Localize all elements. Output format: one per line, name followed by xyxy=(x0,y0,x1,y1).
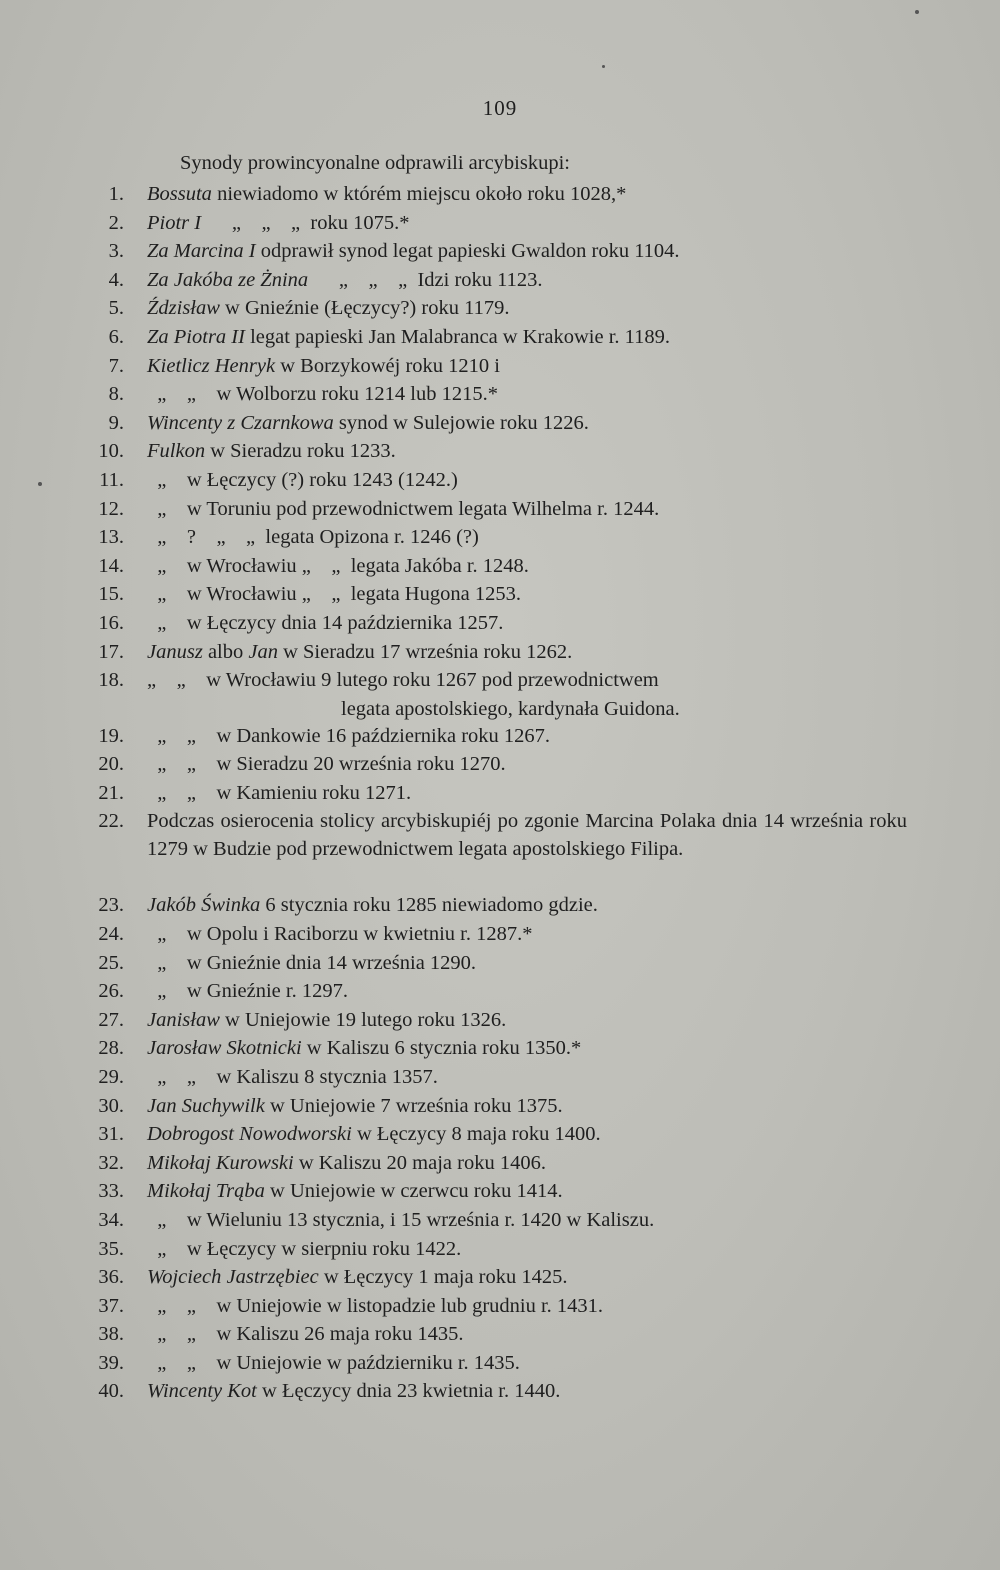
entry-text xyxy=(147,779,907,808)
list-item xyxy=(0,779,1000,808)
entry-number: 9. xyxy=(108,411,124,434)
entry-number: 26. xyxy=(98,980,124,1003)
archbishop-name: Piotr I xyxy=(147,211,202,234)
entry-detail: w Borzykowéj roku 1210 i xyxy=(275,354,500,377)
entry-number: 23. xyxy=(98,894,124,917)
entry-number: 20. xyxy=(98,753,124,776)
list-item xyxy=(0,1263,1000,1292)
list-item xyxy=(0,266,1000,295)
archbishop-name: Za Marcina I xyxy=(147,240,256,263)
entry-text xyxy=(147,323,907,352)
entry-number: 21. xyxy=(98,781,124,804)
list-item xyxy=(0,180,1000,209)
entry-number: 27. xyxy=(98,1008,124,1031)
archbishop-name: Bossuta xyxy=(147,183,212,205)
entry-text xyxy=(147,294,907,323)
entry-detail: „ w Łęczycy w sierpniu roku 1422. xyxy=(157,1237,462,1260)
archbishop-alt-name: Jan xyxy=(248,640,278,663)
entry-detail: „ „ w Kaliszu 26 maja roku 1435. xyxy=(157,1323,464,1346)
list-item xyxy=(0,237,1000,266)
entry-detail: „ w Wrocławiu „ „ legata Hugona 1253. xyxy=(157,583,521,606)
entry-number: 17. xyxy=(98,640,124,663)
entry-text xyxy=(147,1006,907,1035)
entry-text xyxy=(147,750,907,779)
list-item xyxy=(0,891,1000,920)
entry-number: 1. xyxy=(108,183,124,205)
entry-detail: 6 stycznia roku 1285 niewiadomo gdzie. xyxy=(260,894,598,917)
entry-detail: „ w Łęczycy dnia 14 października 1257. xyxy=(157,611,504,634)
entry-detail: w Kaliszu 6 stycznia roku 1350.* xyxy=(301,1037,582,1060)
archbishop-name: Jan Suchywilk xyxy=(147,1094,265,1117)
list-item xyxy=(0,209,1000,238)
entry-text xyxy=(147,1292,907,1321)
entry-number: 40. xyxy=(98,1380,124,1403)
entry-detail: „ w Wieluniu 13 stycznia, i 15 września r. 1420 w Kaliszu. xyxy=(157,1208,655,1231)
entry-detail: „ „ w Uniejowie w październiku r. 1435. xyxy=(157,1351,520,1374)
entry-number: 13. xyxy=(98,526,124,549)
entry-number: 4. xyxy=(108,268,124,291)
entry-number: 24. xyxy=(98,922,124,945)
entry-text xyxy=(147,1206,907,1235)
list-item xyxy=(0,523,1000,552)
entry-text xyxy=(147,437,907,466)
list-item xyxy=(0,1320,1000,1349)
entry-number: 8. xyxy=(108,383,124,406)
entry-number: 31. xyxy=(98,1123,124,1146)
archbishop-name: Wojciech Jastrzębiec xyxy=(147,1266,319,1289)
entry-number: 30. xyxy=(98,1094,124,1117)
entry-number: 12. xyxy=(98,497,124,520)
list-item xyxy=(0,1006,1000,1035)
entry-detail: w Gnieźnie (Łęczycy?) roku 1179. xyxy=(219,297,510,320)
entry-number: 34. xyxy=(98,1208,124,1231)
entry-text xyxy=(147,1177,907,1206)
entry-detail: „ „ „ Idzi roku 1123. xyxy=(338,268,543,291)
list-item xyxy=(0,722,1000,751)
list-item xyxy=(0,495,1000,524)
archbishop-name: Mikołaj Kurowski xyxy=(147,1151,294,1174)
archbishop-name: Ździsław xyxy=(147,297,220,320)
entry-detail: „ w Gnieźnie dnia 14 września 1290. xyxy=(157,951,477,974)
entry-number: 28. xyxy=(98,1037,124,1060)
archbishop-name: Jarosław Skotnicki xyxy=(147,1037,302,1060)
entry-text xyxy=(147,352,907,381)
list-item xyxy=(0,437,1000,466)
entry-text xyxy=(147,609,907,638)
list-item xyxy=(0,552,1000,581)
entry-detail: „ „ w Wrocławiu 9 lutego roku 1267 pod przewodnictwem xyxy=(147,669,659,692)
archbishop-name: Dobrogost Nowodworski xyxy=(147,1123,352,1146)
entry-number: 15. xyxy=(98,583,124,606)
entry-text xyxy=(147,1034,907,1063)
entry-detail-cont: w Sieradzu 17 września roku 1262. xyxy=(277,640,573,663)
list-item xyxy=(0,294,1000,323)
entry-text xyxy=(147,495,907,524)
entry-number: 19. xyxy=(98,724,124,747)
entry-text xyxy=(147,1263,907,1292)
entry-text xyxy=(147,891,907,920)
archbishop-name: Wincenty z Czarnkowa xyxy=(147,411,334,434)
entry-text xyxy=(147,1149,907,1178)
list-item xyxy=(0,1092,1000,1121)
entry-number: 18. xyxy=(98,669,124,692)
entry-detail: „ „ w Wolborzu roku 1214 lub 1215.* xyxy=(157,383,498,406)
entry-number: 36. xyxy=(98,1266,124,1289)
entry-continuation: legata apostolskiego, kardynała Guidona. xyxy=(341,697,680,720)
list-item xyxy=(0,1149,1000,1178)
list-item xyxy=(0,1034,1000,1063)
list-item xyxy=(0,580,1000,609)
entry-number: 2. xyxy=(108,211,124,234)
entry-text xyxy=(147,1092,907,1121)
entry-detail: „ w Wrocławiu „ „ legata Jakóba r. 1248. xyxy=(157,554,529,577)
archbishop-name: Kietlicz Henryk xyxy=(147,354,276,377)
entry-text xyxy=(147,1349,907,1378)
entry-detail: „ „ w Kamieniu roku 1271. xyxy=(157,781,412,804)
list-item xyxy=(0,466,1000,495)
entry-detail: synod w Sulejowie roku 1226. xyxy=(333,411,589,434)
entry-detail: odprawił synod legat papieski Gwaldon roku 1104. xyxy=(255,240,680,263)
list-item xyxy=(0,807,1000,891)
entry-number: 5. xyxy=(108,297,124,320)
entry-detail: „ w Toruniu pod przewodnictwem legata Wilhelma r. 1244. xyxy=(157,497,660,520)
entry-text xyxy=(147,552,907,581)
synod-list xyxy=(0,180,1000,1406)
entry-text xyxy=(147,209,907,238)
archbishop-name: Janisław xyxy=(147,1008,220,1031)
list-item xyxy=(0,1206,1000,1235)
entry-number: 7. xyxy=(108,354,124,377)
entry-number: 33. xyxy=(98,1180,124,1203)
entry-text xyxy=(147,380,907,409)
list-item xyxy=(0,352,1000,381)
entry-detail: „ „ w Kaliszu 8 stycznia 1357. xyxy=(157,1065,438,1088)
entry-detail: „ „ „ roku 1075.* xyxy=(231,211,410,234)
entry-detail: w Łęczycy 1 maja roku 1425. xyxy=(318,1266,568,1289)
entry-number: 10. xyxy=(98,440,124,463)
list-item xyxy=(0,949,1000,978)
list-item xyxy=(0,920,1000,949)
entry-detail: „ w Łęczycy (?) roku 1243 (1242.) xyxy=(157,468,458,491)
list-item xyxy=(0,1063,1000,1092)
list-item xyxy=(0,1235,1000,1264)
list-item xyxy=(0,323,1000,352)
entry-text xyxy=(147,1320,907,1349)
entry-detail: niewiadomo w którém miejscu około roku 1028,* xyxy=(211,183,627,205)
entry-detail: „ „ w Sieradzu 20 września roku 1270. xyxy=(157,753,506,776)
entry-number: 38. xyxy=(98,1323,124,1346)
entry-text xyxy=(147,523,907,552)
entry-detail: w Kaliszu 20 maja roku 1406. xyxy=(293,1151,546,1174)
entry-detail: „ w Gnieźnie r. 1297. xyxy=(157,980,348,1003)
page-number: 109 xyxy=(482,96,518,120)
list-item xyxy=(0,1292,1000,1321)
list-item xyxy=(0,1377,1000,1406)
list-item xyxy=(0,409,1000,438)
entry-text xyxy=(147,580,907,609)
entry-detail: w Łęczycy dnia 23 kwietnia r. 1440. xyxy=(256,1380,561,1403)
entry-text xyxy=(147,722,907,751)
entry-detail: w Uniejowie w czerwcu roku 1414. xyxy=(264,1180,563,1203)
entry-detail: w Uniejowie 19 lutego roku 1326. xyxy=(219,1008,507,1031)
entry-detail: „ w Opolu i Raciborzu w kwietniu r. 1287.* xyxy=(157,922,533,945)
entry-text xyxy=(147,180,907,209)
archbishop-name: Janusz xyxy=(147,640,203,663)
entry-number: 16. xyxy=(98,611,124,634)
entry-number: 39. xyxy=(98,1351,124,1374)
entry-detail: „ „ w Uniejowie w listopadzie lub grudniu r. 1431. xyxy=(157,1294,604,1317)
entry-text xyxy=(147,266,907,295)
list-item xyxy=(0,380,1000,409)
archbishop-name: Fulkon xyxy=(147,440,206,463)
entry-detail: „ „ w Dankowie 16 października roku 1267. xyxy=(157,724,551,747)
entry-text xyxy=(147,1377,907,1406)
entry-detail: Podczas osierocenia stolicy arcybiskupiéj po zgonie Marcina Polaka dnia 14 września roku 1279 w Budzie pod przewodnictwem legata apostolskiego Filipa. xyxy=(147,810,907,861)
archbishop-name: Jakób Świnka xyxy=(147,894,261,917)
list-item xyxy=(0,1349,1000,1378)
entry-number: 29. xyxy=(98,1065,124,1088)
archbishop-name: Za Jakóba ze Żnina xyxy=(147,268,309,291)
entry-text xyxy=(147,1235,907,1264)
paper-speck xyxy=(915,10,919,14)
entry-number: 6. xyxy=(108,325,124,348)
entry-number: 3. xyxy=(108,240,124,263)
entry-text xyxy=(147,949,907,978)
entry-text xyxy=(147,1120,907,1149)
entry-number: 25. xyxy=(98,951,124,974)
entry-text xyxy=(147,466,907,495)
entry-text xyxy=(147,1063,907,1092)
archbishop-name: Za Piotra II xyxy=(147,325,245,348)
entry-text xyxy=(147,666,907,723)
entry-text xyxy=(147,638,907,667)
list-item xyxy=(0,638,1000,667)
list-item xyxy=(0,666,1000,722)
entry-number: 32. xyxy=(98,1151,124,1174)
list-item xyxy=(0,1120,1000,1149)
entry-text xyxy=(147,409,907,438)
archbishop-name: Mikołaj Trąba xyxy=(147,1180,265,1203)
entry-detail: „ ? „ „ legata Opizona r. 1246 (?) xyxy=(157,526,479,549)
entry-text xyxy=(147,237,907,266)
entry-text xyxy=(147,807,907,863)
entry-detail: w Łęczycy 8 maja roku 1400. xyxy=(351,1123,601,1146)
paper-speck xyxy=(38,482,42,486)
archbishop-name: Wincenty Kot xyxy=(147,1380,257,1403)
entry-number: 37. xyxy=(98,1294,124,1317)
list-item xyxy=(0,750,1000,779)
entry-number: 11. xyxy=(99,468,124,491)
entry-detail: legat papieski Jan Malabranca w Krakowie r. 1189. xyxy=(244,325,670,348)
list-item xyxy=(0,1177,1000,1206)
paper-speck xyxy=(602,65,605,68)
entry-number: 22. xyxy=(98,810,124,833)
entry-detail: w Uniejowie 7 września roku 1375. xyxy=(264,1094,563,1117)
entry-detail: w Sieradzu roku 1233. xyxy=(205,440,396,463)
list-item xyxy=(0,977,1000,1006)
entry-number: 35. xyxy=(98,1237,124,1260)
entry-text xyxy=(147,977,907,1006)
entry-text xyxy=(147,920,907,949)
entry-detail: albo xyxy=(202,640,249,663)
entry-number: 14. xyxy=(98,554,124,577)
list-item xyxy=(0,609,1000,638)
section-heading: Synody prowincyonalne odprawili arcybiskupi: xyxy=(180,152,571,174)
